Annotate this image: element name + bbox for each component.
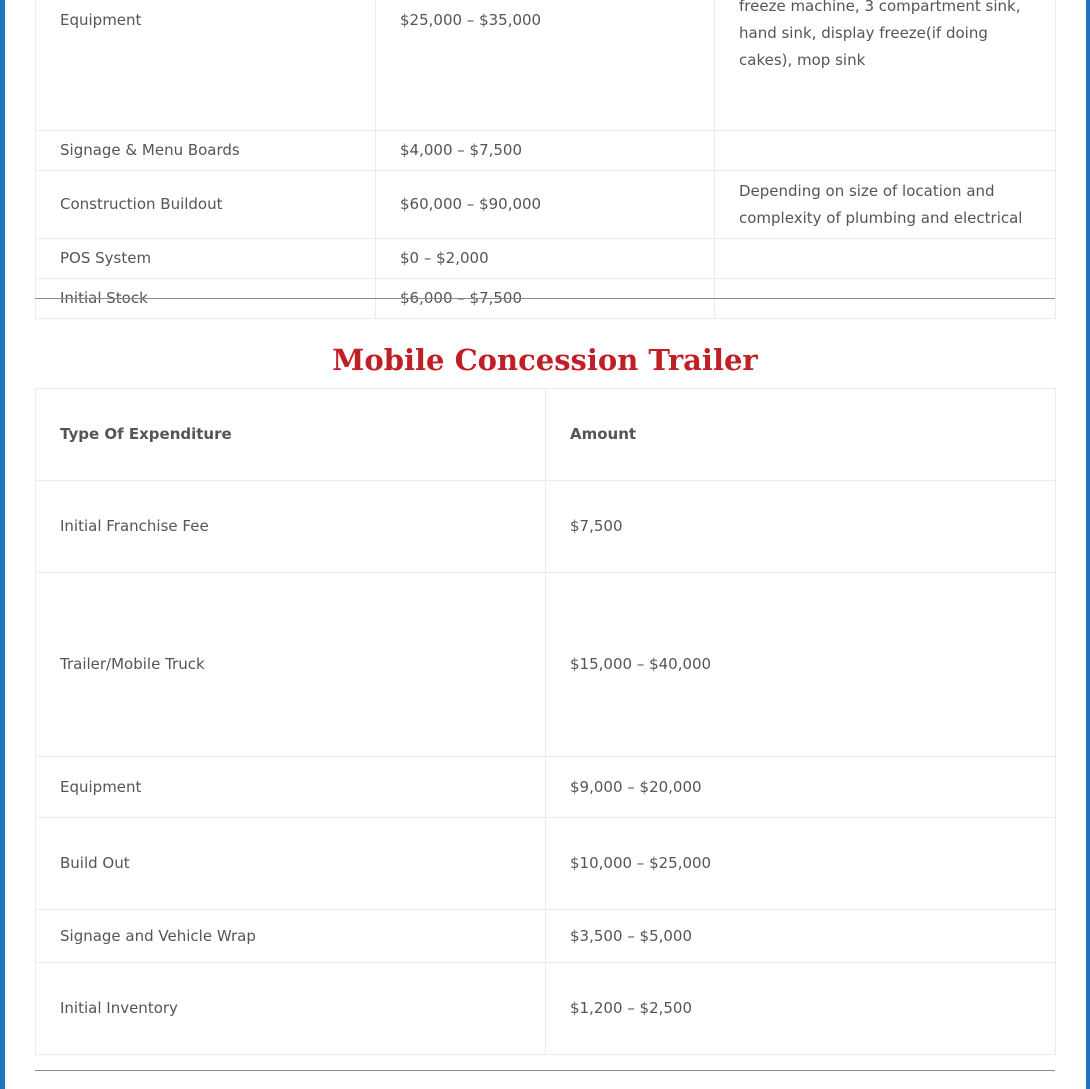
notes-cell: [715, 171, 1056, 239]
table-row: [36, 910, 1056, 963]
amount-cell: $25,000 – $35,000: [376, 0, 715, 131]
section-title: Mobile Concession Trailer: [332, 343, 758, 377]
section-divider: [35, 1070, 1055, 1071]
table-row: [36, 171, 1056, 239]
notes-cell: [715, 131, 1056, 171]
notes-cell: [715, 239, 1056, 279]
table-row: [36, 818, 1056, 910]
expenditure-type-cell: Initial Stock: [36, 279, 376, 319]
amount-cell: $7,500: [546, 481, 1056, 573]
notes-line: complexity of plumbing and electrical: [739, 208, 1023, 227]
notes-line: hand sink, display freeze(if doing: [739, 24, 988, 42]
expenditure-type-cell: Equipment: [36, 757, 546, 818]
amount-cell: $15,000 – $40,000: [546, 573, 1056, 757]
table-header-row: [36, 389, 1056, 481]
right-accent-border: [1086, 0, 1090, 1089]
expenditure-type-cell: Signage and Vehicle Wrap: [36, 910, 546, 963]
left-accent-border: [0, 0, 5, 1089]
table-row: [36, 131, 1056, 171]
amount-cell: $1,200 – $2,500: [546, 963, 1056, 1055]
amount-cell: $3,500 – $5,000: [546, 910, 1056, 963]
section-divider: [35, 298, 1055, 299]
expenditure-type-cell: Equipment: [36, 0, 376, 131]
amount-cell: $9,000 – $20,000: [546, 757, 1056, 818]
expenditure-type-cell: Construction Buildout: [36, 171, 376, 239]
expenditure-type-cell: Trailer/Mobile Truck: [36, 573, 546, 757]
expenditure-type-cell: Initial Franchise Fee: [36, 481, 546, 573]
amount-cell: $4,000 – $7,500: [376, 131, 715, 171]
mobile-trailer-costs-table: [35, 388, 1056, 1055]
notes-line: freeze machine, 3 compartment sink,: [739, 0, 1021, 15]
startup-costs-table: [35, 0, 1056, 319]
expenditure-type-cell: Initial Inventory: [36, 963, 546, 1055]
amount-cell: $60,000 – $90,000: [376, 171, 715, 239]
table-row: [36, 573, 1056, 757]
table-row: [36, 963, 1056, 1055]
column-header-amount: Amount: [546, 389, 1056, 481]
amount-cell: $6,000 – $7,500: [376, 279, 715, 319]
notes-line: Depending on size of location and: [739, 181, 995, 200]
expenditure-type-cell: POS System: [36, 239, 376, 279]
amount-cell: $10,000 – $25,000: [546, 818, 1056, 910]
amount-cell: $0 – $2,000: [376, 239, 715, 279]
table-row: [36, 481, 1056, 573]
table-row: [36, 0, 1056, 131]
notes-cell: [715, 0, 1056, 131]
notes-line: cakes), mop sink: [739, 51, 866, 69]
column-header-type: Type Of Expenditure: [36, 389, 546, 481]
expenditure-type-cell: Build Out: [36, 818, 546, 910]
expenditure-type-cell: Signage & Menu Boards: [36, 131, 376, 171]
table-row: [36, 757, 1056, 818]
table-row: [36, 239, 1056, 279]
